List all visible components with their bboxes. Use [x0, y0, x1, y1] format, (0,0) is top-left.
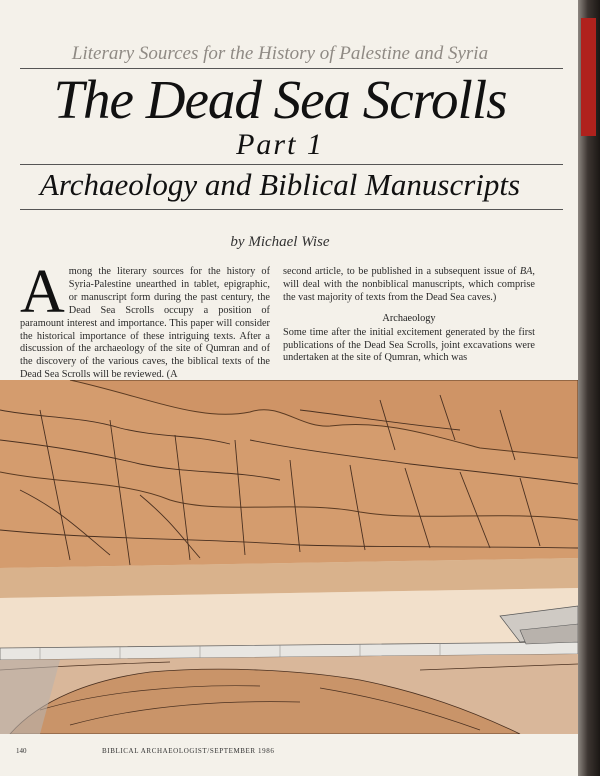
running-footer: BIBLICAL ARCHAEOLOGIST/SEPTEMBER 1986	[102, 747, 275, 755]
article-title: The Dead Sea Scrolls	[53, 69, 507, 130]
red-gutter-tab	[581, 18, 596, 136]
title-rule-middle	[20, 164, 563, 165]
page-footer	[0, 734, 578, 776]
author-byline: by Michael Wise	[230, 234, 330, 250]
body-column-left	[20, 266, 270, 384]
paragraph-text-continued: , will deal with the nonbiblical manuscripts, which comprise the vast majority of texts from the Dead Sea caves.)	[283, 266, 535, 303]
paragraph-text: second article, to be published in a subsequent issue of	[283, 266, 520, 277]
body-column-right	[283, 266, 535, 384]
title-rule-bottom	[20, 209, 563, 210]
article-part: Part 1	[236, 128, 324, 161]
qumran-cliffs-illustration	[0, 380, 578, 734]
page-number: 140	[16, 747, 27, 755]
section-paragraph: Some time after the initial excitement generated by the first publications of the Dead Sea Scrolls, joint excavations were undertaken at the site of Qumran, which was	[283, 326, 535, 364]
intro-paragraph: mong the literary sources for the history of Syria-Palestine unearthed in tablet, epigraphic, or manuscript form during the past century, the Dead Sea Scrolls occupy a position of paramount interest and importance. This paper will consider the historical importance of these intriguing texts. After a discussion of the archaeology of the site of Qumran and of the discovery of the various caves, the biblical texts of the Dead Sea Scrolls will be reviewed. (A	[20, 266, 270, 381]
article-subtitle: Archaeology and Biblical Manuscripts	[39, 167, 521, 202]
series-supertitle: Literary Sources for the History of Palestine and Syria	[71, 43, 489, 64]
section-heading: Archaeology	[382, 312, 436, 324]
drop-cap: A	[20, 266, 65, 326]
journal-abbreviation: BA	[519, 266, 533, 277]
